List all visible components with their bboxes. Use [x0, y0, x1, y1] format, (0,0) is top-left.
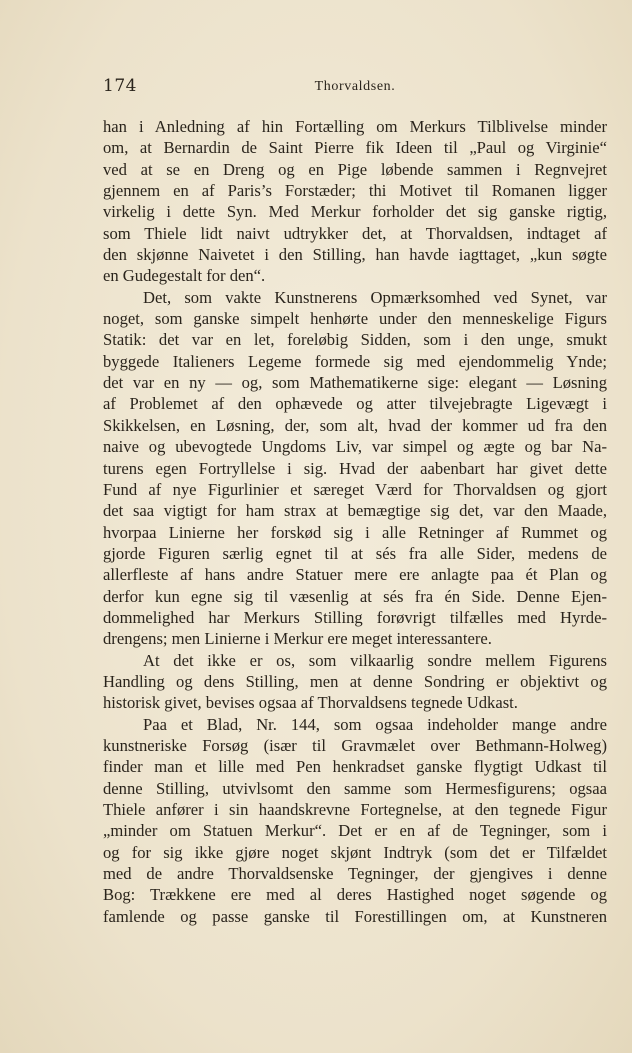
page-header [103, 76, 607, 98]
text-line: gjorde Figuren særlig egnet til at sés fra alle Sider, medens de [103, 543, 607, 563]
text-line: Skikkelsen, en Løsning, der, som alt, hvad der kommer ud fra den [103, 415, 607, 435]
page-number: 174 [103, 76, 137, 96]
text-line: Fund af nye Figurlinier et særeget Værd for Thorvaldsen og gjort [103, 479, 607, 499]
running-title: Thorvaldsen. [314, 79, 396, 94]
text-line: virkelig i dette Syn. Med Merkur forholder det sig ganske rigtig, [103, 202, 607, 222]
text-line: Det, som vakte Kunstnerens Opmærksomhed ved Synet, var [143, 287, 607, 307]
text-line: Handling og dens Stilling, men at denne Sondring er objektivt og [103, 671, 607, 691]
text-line: som Thiele lidt naivt udtrykker det, at Thorvaldsen, indtaget af [103, 223, 607, 243]
text-line: Paa et Blad, Nr. 144, som ogsaa indeholder mange andre [143, 714, 607, 734]
text-line: Bog: Trækkene ere med al deres Hastighed noget søgende og [103, 885, 607, 905]
text-line: kunstneriske Forsøg (især til Gravmælet over Bethmann-Holweg) [103, 735, 607, 755]
text-line: turens egen Fortryllelse i sig. Hvad der aabenbart har givet dette [103, 458, 607, 478]
text-line: Statik: det var en let, foreløbig Sidden, som i den unge, smukt [103, 330, 607, 350]
text-line: derfor kun egne sig til væsenlig at sés fra én Side. Denne Ejen- [103, 586, 607, 606]
text-line: denne Stilling, utvivlsomt den samme som Hermesfigurens; ogsaa [103, 778, 607, 798]
text-line: det saa vigtigt for ham strax at bemægtige sig det, var den Maade, [103, 501, 607, 521]
text-line: gjennem en af Paris’s Forstæder; thi Motivet til Romanen ligger [103, 181, 607, 201]
text-line: byggede Italieners Legeme formede sig med ejendommelig Ynde; [103, 351, 607, 371]
text-line: historisk givet, bevises ogsaa af Thorvaldsens tegnede Udkast. [103, 693, 518, 713]
text-line: hvorpaa Linierne her forskød sig i alle Retninger af Rummet og [103, 522, 607, 542]
text-line: famlende og passe ganske til Forestillingen om, at Kunstneren [103, 906, 607, 926]
text-line: en Gudegestalt for den“. [103, 266, 266, 286]
text-line: dommelighed har Merkurs Stilling forøvrigt tilfælles med Hyrde- [103, 607, 607, 627]
text-line: naive og ubevogtede Ungdoms Liv, var simpel og ægte og bar Na- [103, 437, 607, 457]
text-line: om, at Bernardin de Saint Pierre fik Ideen til „Paul og Virginie“ [103, 138, 607, 158]
text-line: med de andre Thorvaldsenske Tegninger, der gjengives i denne [103, 864, 607, 884]
body-text [103, 116, 607, 927]
text-line: han i Anledning af hin Fortælling om Merkurs Tilblivelse minder [103, 117, 607, 136]
text-line: det var en ny — og, som Mathematikerne sige: elegant — Løsning [103, 373, 607, 393]
text-line: ved at se en Dreng og en Pige løbende sammen i Regnvejret [103, 159, 607, 179]
text-line: „minder om Statuen Merkur“. Det er en af de Tegninger, som i [103, 821, 607, 841]
text-line: allerfleste af hans andre Statuer mere ere anlagte paa ét Plan og [103, 565, 607, 585]
text-line: drengens; men Linierne i Merkur ere meget interessantere. [103, 629, 492, 649]
text-line: At det ikke er os, som vilkaarlig sondre mellem Figurens [143, 650, 607, 670]
text-line: den skjønne Naivetet i den Stilling, han havde iagttaget, „kun søgte [103, 245, 607, 265]
text-line: Thiele anfører i sin haandskrevne Fortegnelse, at den tegnede Figur [103, 800, 607, 819]
text-line: af Problemet af den ophævede og atter tilvejebragte Ligevægt i [103, 394, 607, 414]
text-line: noget, som ganske simpelt henhørte under den menneskelige Figurs [103, 309, 607, 329]
text-line: og for sig ikke gjøre noget skjønt Indtryk (som det er Tilfældet [103, 842, 607, 862]
text-line: finder man et lille med Pen henkradset ganske flygtigt Udkast til [103, 757, 607, 777]
